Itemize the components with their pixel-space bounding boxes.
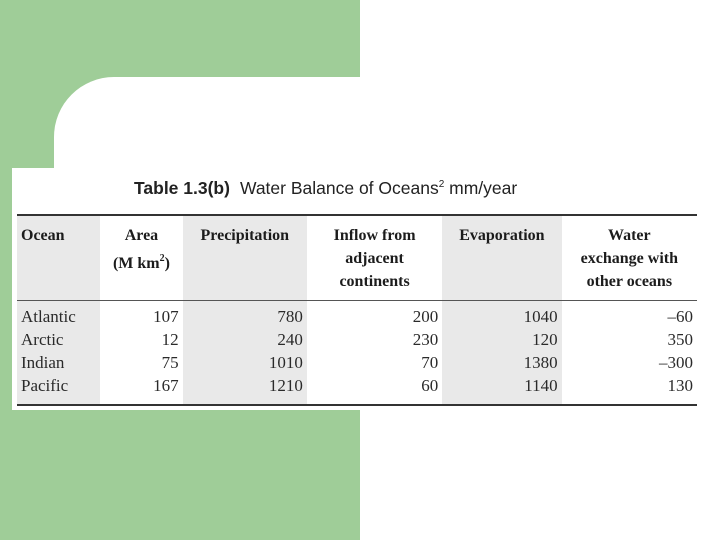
cell-ocean: Arctic <box>17 328 100 351</box>
cell-precipitation: 240 <box>183 328 307 351</box>
white-rounded-header-area <box>54 77 720 177</box>
cell-evaporation: 120 <box>442 328 561 351</box>
cell-precipitation: 1210 <box>183 374 307 405</box>
header-inflow-text: Inflow from adjacent continents <box>333 227 416 290</box>
table-header-row <box>17 215 697 301</box>
cell-inflow: 70 <box>421 353 439 372</box>
cell-evaporation: 1040 <box>442 301 561 329</box>
table-row <box>17 328 697 351</box>
table-row <box>17 374 697 405</box>
header-evaporation: Evaporation <box>442 215 561 301</box>
cell-inflow: 230 <box>412 330 439 349</box>
cell-exchange: –60 <box>667 307 693 326</box>
header-exchange <box>562 215 697 301</box>
title-footnote-marker: 2 <box>438 179 445 190</box>
cell-exchange: 130 <box>667 376 693 395</box>
header-area-line2: (M km <box>112 255 160 272</box>
cell-exchange: –300 <box>659 353 693 372</box>
header-precipitation: Precipitation <box>183 215 307 301</box>
cell-inflow: 200 <box>412 307 439 326</box>
cell-precipitation: 780 <box>183 301 307 329</box>
table-row <box>17 351 697 374</box>
cell-ocean: Pacific <box>17 374 100 405</box>
cell-area: 107 <box>153 307 179 326</box>
cell-area: 75 <box>161 353 179 372</box>
cell-evaporation: 1140 <box>442 374 561 405</box>
header-exchange-text: Water exchange with other oceans <box>580 227 678 290</box>
cell-area: 12 <box>161 330 179 349</box>
header-ocean: Ocean <box>17 215 100 301</box>
cell-exchange: 350 <box>667 330 693 349</box>
header-inflow <box>307 215 442 301</box>
cell-area: 167 <box>153 376 179 395</box>
cell-inflow: 60 <box>421 376 439 395</box>
table-figure <box>12 168 708 410</box>
cell-precipitation: 1010 <box>183 351 307 374</box>
table-title: Water Balance of Oceans <box>239 178 439 198</box>
table-caption <box>134 178 517 199</box>
cell-evaporation: 1380 <box>442 351 561 374</box>
cell-ocean: Atlantic <box>17 301 100 329</box>
table-units: mm/year <box>449 178 518 198</box>
cell-ocean: Indian <box>17 351 100 374</box>
header-area-close: ) <box>164 255 170 272</box>
header-area <box>100 215 182 301</box>
table-number: Table 1.3(b) <box>134 178 230 198</box>
header-area-sup: 2 <box>159 253 165 264</box>
water-balance-table <box>17 214 697 406</box>
table-row <box>17 301 697 329</box>
header-area-line1: Area <box>124 227 159 244</box>
